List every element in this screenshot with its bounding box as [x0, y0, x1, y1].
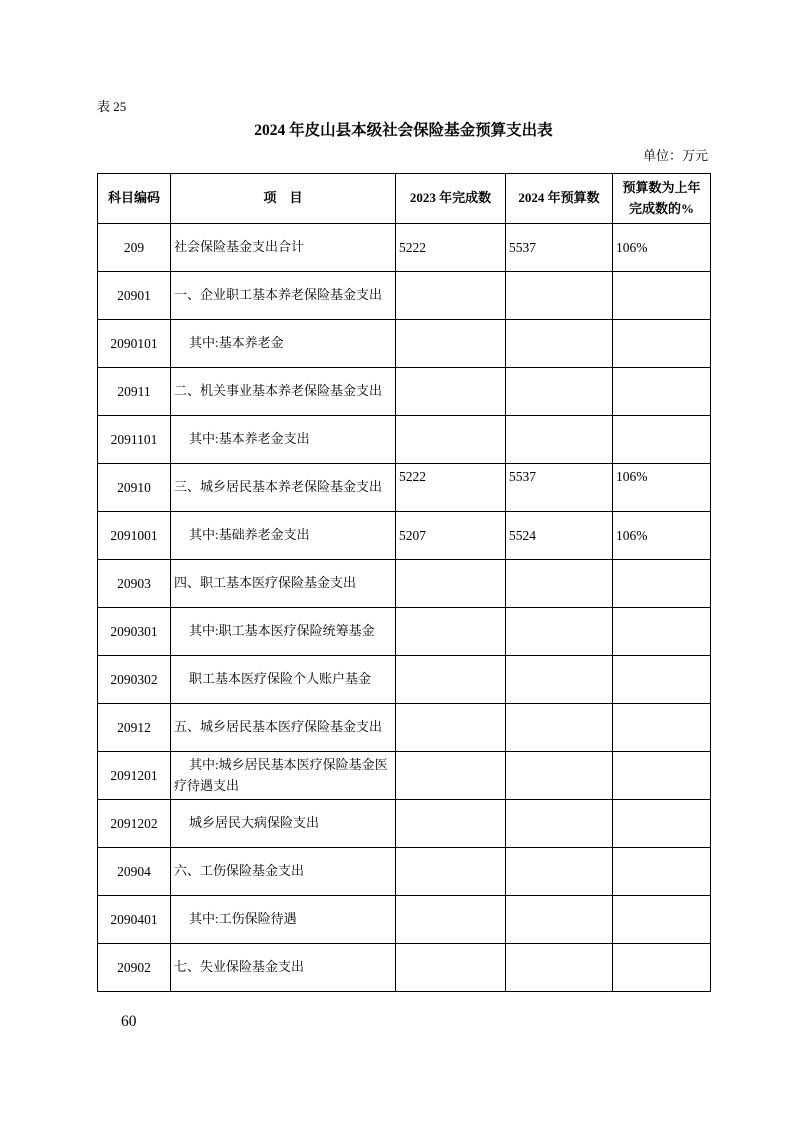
- subject-code-cell: 20912: [98, 704, 171, 752]
- budget-2024-cell: 5524: [506, 512, 613, 560]
- percent-cell: [613, 272, 711, 320]
- item-cell: 职工基本医疗保险个人账户基金: [171, 656, 396, 704]
- percent-cell: [613, 752, 711, 800]
- item-cell: 其中:基础养老金支出: [171, 512, 396, 560]
- table-row: [98, 752, 711, 800]
- budget-2024-cell: [506, 368, 613, 416]
- unit-note: 单位：万元: [642, 148, 708, 163]
- budget-2024-cell: 5537: [506, 464, 613, 512]
- budget-2024-cell: [506, 752, 613, 800]
- table-row: [98, 560, 711, 608]
- percent-cell: [613, 320, 711, 368]
- table-row: [98, 320, 711, 368]
- table-row: [98, 368, 711, 416]
- table-row: [98, 464, 711, 512]
- subject-code-cell: 20901: [98, 272, 171, 320]
- table-row: [98, 224, 711, 272]
- completed-2023-cell: 5222: [396, 224, 506, 272]
- budget-table: [97, 173, 711, 992]
- page-number: 60: [121, 1013, 137, 1030]
- budget-2024-cell: [506, 896, 613, 944]
- page-title: 2024 年皮山县本级社会保险基金预算支出表: [254, 122, 553, 139]
- completed-2023-cell: 5207: [396, 512, 506, 560]
- percent-cell: [613, 704, 711, 752]
- header-subject-code: 科目编码: [98, 174, 171, 224]
- table-row: [98, 704, 711, 752]
- subject-code-cell: 20904: [98, 848, 171, 896]
- completed-2023-cell: [396, 368, 506, 416]
- percent-cell: [613, 416, 711, 464]
- item-cell: 二、机关事业基本养老保险基金支出: [171, 368, 396, 416]
- subject-code-cell: 209: [98, 224, 171, 272]
- item-cell: 其中:基本养老金支出: [171, 416, 396, 464]
- percent-cell: 106%: [613, 464, 711, 512]
- item-cell: 其中:工伤保险待遇: [171, 896, 396, 944]
- item-cell: 其中:基本养老金: [171, 320, 396, 368]
- completed-2023-cell: [396, 944, 506, 992]
- completed-2023-cell: [396, 416, 506, 464]
- item-cell: 六、工伤保险基金支出: [171, 848, 396, 896]
- subject-code-cell: 2090101: [98, 320, 171, 368]
- header-row: [98, 174, 711, 224]
- percent-cell: [613, 896, 711, 944]
- budget-2024-cell: [506, 944, 613, 992]
- table-row: [98, 416, 711, 464]
- completed-2023-cell: [396, 848, 506, 896]
- percent-cell: [613, 560, 711, 608]
- subject-code-cell: 2090302: [98, 656, 171, 704]
- completed-2023-cell: [396, 704, 506, 752]
- table-row: [98, 896, 711, 944]
- table-body: [98, 224, 711, 992]
- header-budget-percent: 预算数为上年完成数的%: [613, 174, 711, 224]
- table-row: [98, 800, 711, 848]
- item-cell: 社会保险基金支出合计: [171, 224, 396, 272]
- percent-cell: [613, 848, 711, 896]
- table-header: [98, 174, 711, 224]
- completed-2023-cell: [396, 560, 506, 608]
- table-number-label: 表 25: [97, 99, 127, 114]
- completed-2023-cell: [396, 320, 506, 368]
- percent-cell: [613, 608, 711, 656]
- subject-code-cell: 2091202: [98, 800, 171, 848]
- budget-2024-cell: [506, 848, 613, 896]
- table-row: [98, 272, 711, 320]
- budget-2024-cell: [506, 800, 613, 848]
- completed-2023-cell: [396, 656, 506, 704]
- percent-cell: [613, 944, 711, 992]
- budget-2024-cell: [506, 608, 613, 656]
- header-item: 项 目: [171, 174, 396, 224]
- item-cell: 四、职工基本医疗保险基金支出: [171, 560, 396, 608]
- percent-cell: [613, 656, 711, 704]
- subject-code-cell: 2091001: [98, 512, 171, 560]
- subject-code-cell: 20902: [98, 944, 171, 992]
- subject-code-cell: 20910: [98, 464, 171, 512]
- subject-code-cell: 2090301: [98, 608, 171, 656]
- completed-2023-cell: [396, 800, 506, 848]
- table-row: [98, 608, 711, 656]
- item-cell: 其中:职工基本医疗保险统筹基金: [171, 608, 396, 656]
- content-area: [97, 0, 710, 1030]
- item-cell: 五、城乡居民基本医疗保险基金支出: [171, 704, 396, 752]
- subject-code-cell: 2090401: [98, 896, 171, 944]
- budget-2024-cell: [506, 560, 613, 608]
- table-row: [98, 512, 711, 560]
- budget-2024-cell: [506, 320, 613, 368]
- subject-code-cell: 2091201: [98, 752, 171, 800]
- budget-2024-cell: [506, 416, 613, 464]
- table-row: [98, 944, 711, 992]
- header-2024-budget: 2024 年预算数: [506, 174, 613, 224]
- subject-code-cell: 20903: [98, 560, 171, 608]
- completed-2023-cell: [396, 752, 506, 800]
- table-row: [98, 656, 711, 704]
- percent-cell: 106%: [613, 512, 711, 560]
- budget-2024-cell: [506, 704, 613, 752]
- item-cell: 其中:城乡居民基本医疗保险基金医疗待遇支出: [171, 752, 396, 800]
- completed-2023-cell: [396, 272, 506, 320]
- header-2023-completed: 2023 年完成数: [396, 174, 506, 224]
- item-cell: 城乡居民大病保险支出: [171, 800, 396, 848]
- subject-code-cell: 20911: [98, 368, 171, 416]
- item-cell: 七、失业保险基金支出: [171, 944, 396, 992]
- percent-cell: [613, 368, 711, 416]
- item-cell: 一、企业职工基本养老保险基金支出: [171, 272, 396, 320]
- item-cell: 三、城乡居民基本养老保险基金支出: [171, 464, 396, 512]
- budget-2024-cell: [506, 272, 613, 320]
- completed-2023-cell: [396, 896, 506, 944]
- table-row: [98, 848, 711, 896]
- percent-cell: [613, 800, 711, 848]
- completed-2023-cell: [396, 608, 506, 656]
- percent-cell: 106%: [613, 224, 711, 272]
- subject-code-cell: 2091101: [98, 416, 171, 464]
- budget-2024-cell: [506, 656, 613, 704]
- budget-2024-cell: 5537: [506, 224, 613, 272]
- completed-2023-cell: 5222: [396, 464, 506, 512]
